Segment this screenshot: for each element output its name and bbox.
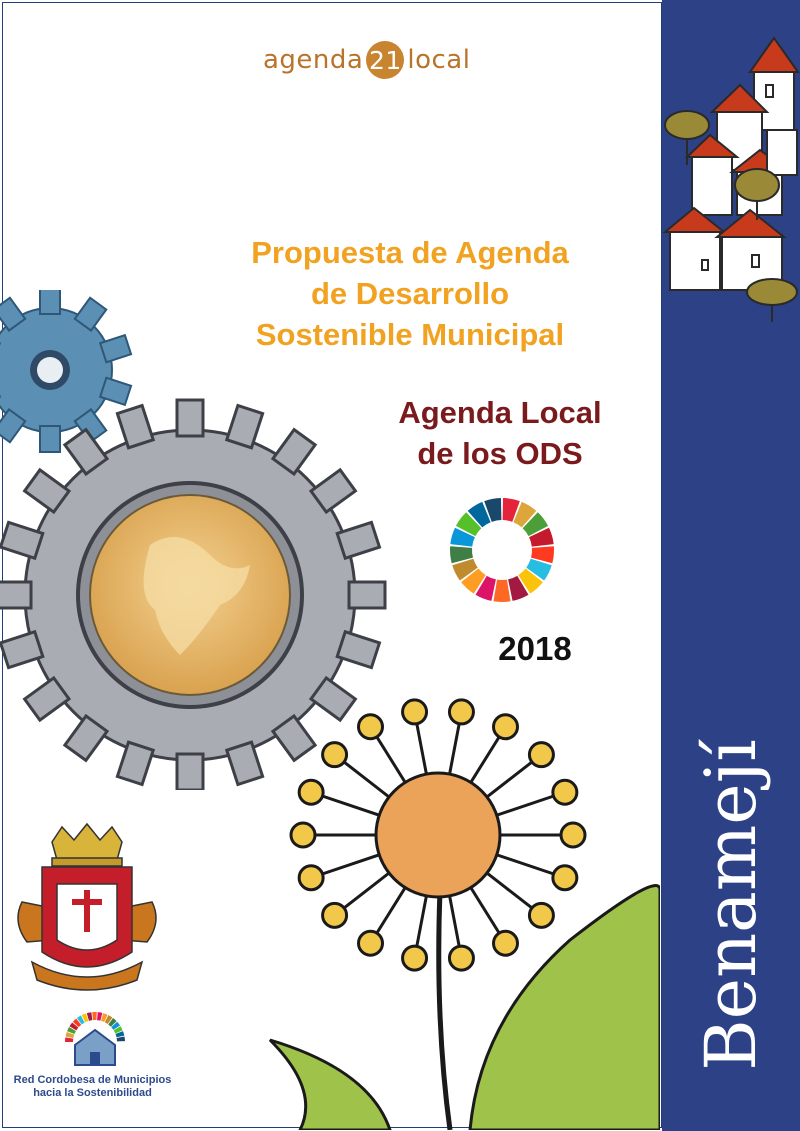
flower-petal — [323, 743, 347, 767]
flower-petal — [403, 946, 427, 970]
flower-petal — [494, 931, 518, 955]
logo-word-local: local — [407, 45, 471, 75]
title-line: de Desarrollo — [310, 276, 510, 311]
sdg-segment — [493, 580, 510, 602]
flower-illustration — [240, 690, 660, 1130]
title-line: Sostenible Municipal — [255, 317, 565, 352]
sdg-wheel-icon — [447, 495, 557, 605]
flower-petal — [494, 715, 518, 739]
network-ring-segment — [65, 1037, 73, 1042]
network-name — [0, 1074, 185, 1100]
flower-petal — [359, 931, 383, 955]
logo-number-badge: 21 — [366, 41, 404, 79]
subtitle-line: Agenda Local — [398, 395, 602, 430]
logo-word-agenda: agenda — [263, 45, 364, 75]
network-ring-segment — [92, 1012, 97, 1020]
flower-petal — [403, 700, 427, 724]
coat-of-arms — [12, 822, 162, 1000]
network-line: hacia la Sostenibilidad — [33, 1087, 152, 1099]
flower-petal — [561, 823, 585, 847]
title-line: Propuesta de Agenda — [251, 235, 569, 270]
village-illustration — [662, 30, 800, 330]
network-line: Red Cordobesa de Municipios — [13, 1074, 172, 1086]
flower-petal — [449, 946, 473, 970]
flower-petal — [553, 866, 577, 890]
flower-petal — [291, 823, 315, 847]
flower-petal — [449, 700, 473, 724]
flower-petal — [299, 780, 323, 804]
agenda21-logo — [263, 40, 470, 80]
network-logo — [50, 1010, 140, 1070]
publication-year: 2018 — [498, 630, 572, 667]
flower-petal — [359, 715, 383, 739]
flower-petal — [299, 866, 323, 890]
flower-petal — [529, 743, 553, 767]
flower-petal — [529, 903, 553, 927]
municipality-name: Benamejí — [690, 739, 772, 1071]
flower-petal — [553, 780, 577, 804]
flower-petal — [323, 903, 347, 927]
network-ring-segment — [117, 1036, 125, 1041]
subtitle-line: de los ODS — [417, 436, 583, 471]
